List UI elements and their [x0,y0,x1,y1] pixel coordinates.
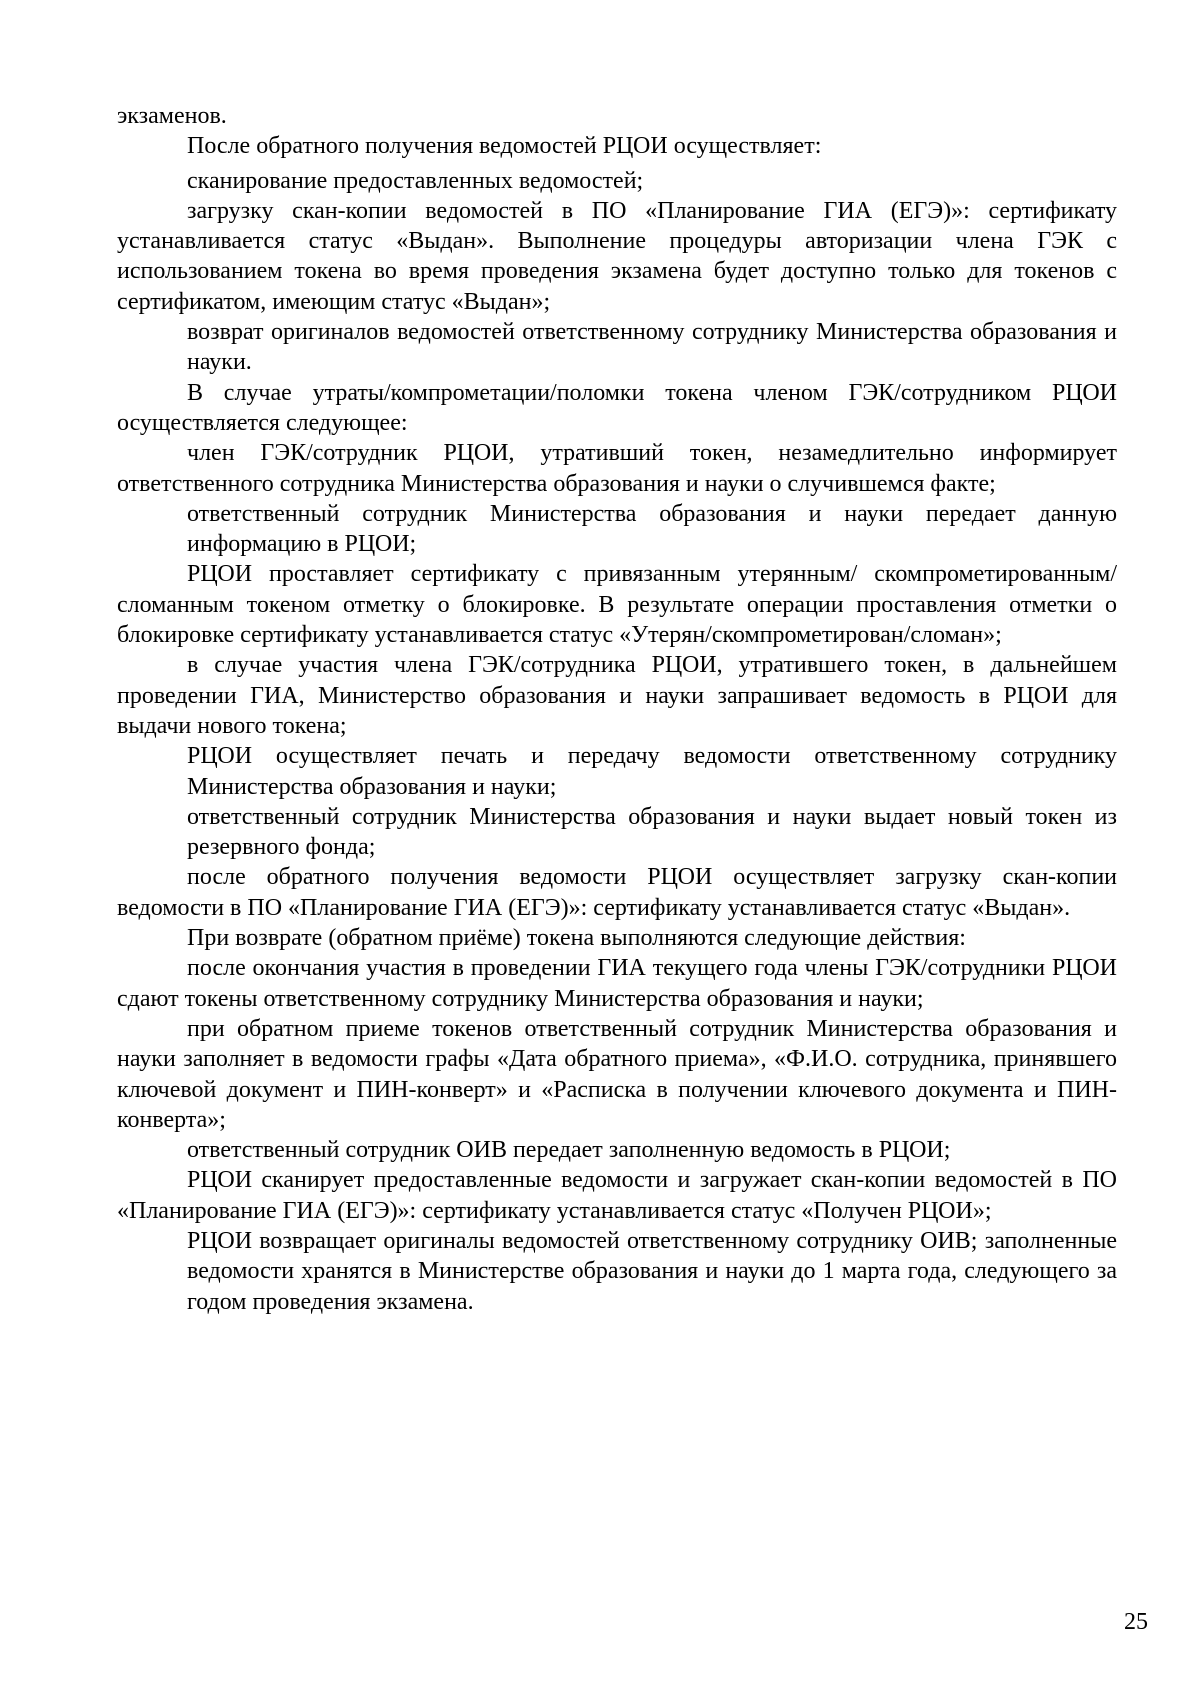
paragraph-18: РЦОИ сканирует предоставленные ведомости и загружает скан-копии ведомостей в ПО «Планирование ГИА (ЕГЭ)»: сертификату устанавливается статус «Получен РЦОИ»; [117,1167,1117,1224]
paragraph-14: При возврате (обратном приёме) токена выполняются следующие действия: [187,925,966,952]
paragraph-8: ответственный сотрудник Министерства образования и науки передает данную информацию в РЦОИ; [187,500,1117,558]
paragraph-19: РЦОИ возвращает оригиналы ведомостей ответственному сотруднику ОИВ; заполненные ведомости хранятся в Министерстве образования и науки до 1 марта года, следующего за годом проведения экзамена. [187,1227,1117,1315]
paragraph-17: ответственный сотрудник ОИВ передает заполненную ведомость в РЦОИ; [187,1137,951,1164]
paragraph-12: ответственный сотрудник Министерства образования и науки выдает новый токен из резервного фонда; [187,803,1117,861]
paragraph-6: В случае утраты/компрометации/поломки токена членом ГЭК/сотрудником РЦОИ осуществляется следующее: [117,379,1117,436]
paragraph-15: после окончания участия в проведении ГИА текущего года члены ГЭК/сотрудники РЦОИ сдают токены ответственному сотруднику Министерства образования и науки; [117,955,1117,1012]
paragraph-16: при обратном приеме токенов ответственный сотрудник Министерства образования и науки заполняет в ведомости графы «Дата обратного приема», «Ф.И.О. сотрудника, принявшего ключевой документ и ПИН-конверт» и «Расписка в получении ключевого документа и ПИН-конверта»; [117,1015,1117,1133]
paragraph-9: РЦОИ проставляет сертификату с привязанным утерянным/ скомпрометированным/сломанным токеном отметку о блокировке. В результате операции проставления отметки о блокировке сертификату устанавливается статус «Утерян/скомпрометирован/сломан»; [117,561,1117,649]
paragraph-13: после обратного получения ведомости РЦОИ осуществляет загрузку скан-копии ведомости в ПО «Планирование ГИА (ЕГЭ)»: сертификату устанавливается статус «Выдан». [117,864,1117,921]
paragraph-3: сканирование предоставленных ведомостей; [187,167,644,194]
paragraph-10: в случае участия члена ГЭК/сотрудника РЦОИ, утратившего токен, в дальнейшем проведении ГИА, Министерство образования и науки запрашивает ведомость в РЦОИ для выдачи нового токена; [117,652,1117,739]
paragraph-4: загрузку скан-копии ведомостей в ПО «Планирование ГИА (ЕГЭ)»: сертификату устанавливается статус «Выдан». Выполнение процедуры авторизации члена ГЭК с использованием токена во время проведения экзамена будет доступно только для токенов с сертификатом, имеющим статус «Выдан»; [117,197,1117,315]
paragraph-11: РЦОИ осуществляет печать и передачу ведомости ответственному сотруднику Министерства образования и науки; [187,743,1117,800]
body-text [117,101,1117,1317]
page-number: 25 [1124,1609,1148,1635]
paragraph-5: возврат оригиналов ведомостей ответственному сотруднику Министерства образования и науки. [187,319,1117,376]
paragraph-2: После обратного получения ведомостей РЦОИ осуществляет: [187,133,822,160]
paragraph-1: экзаменов. [117,103,227,129]
paragraph-7: член ГЭК/сотрудник РЦОИ, утративший токен, незамедлительно информирует ответственного сотрудника Министерства образования и науки о случившемся факте; [117,440,1117,497]
